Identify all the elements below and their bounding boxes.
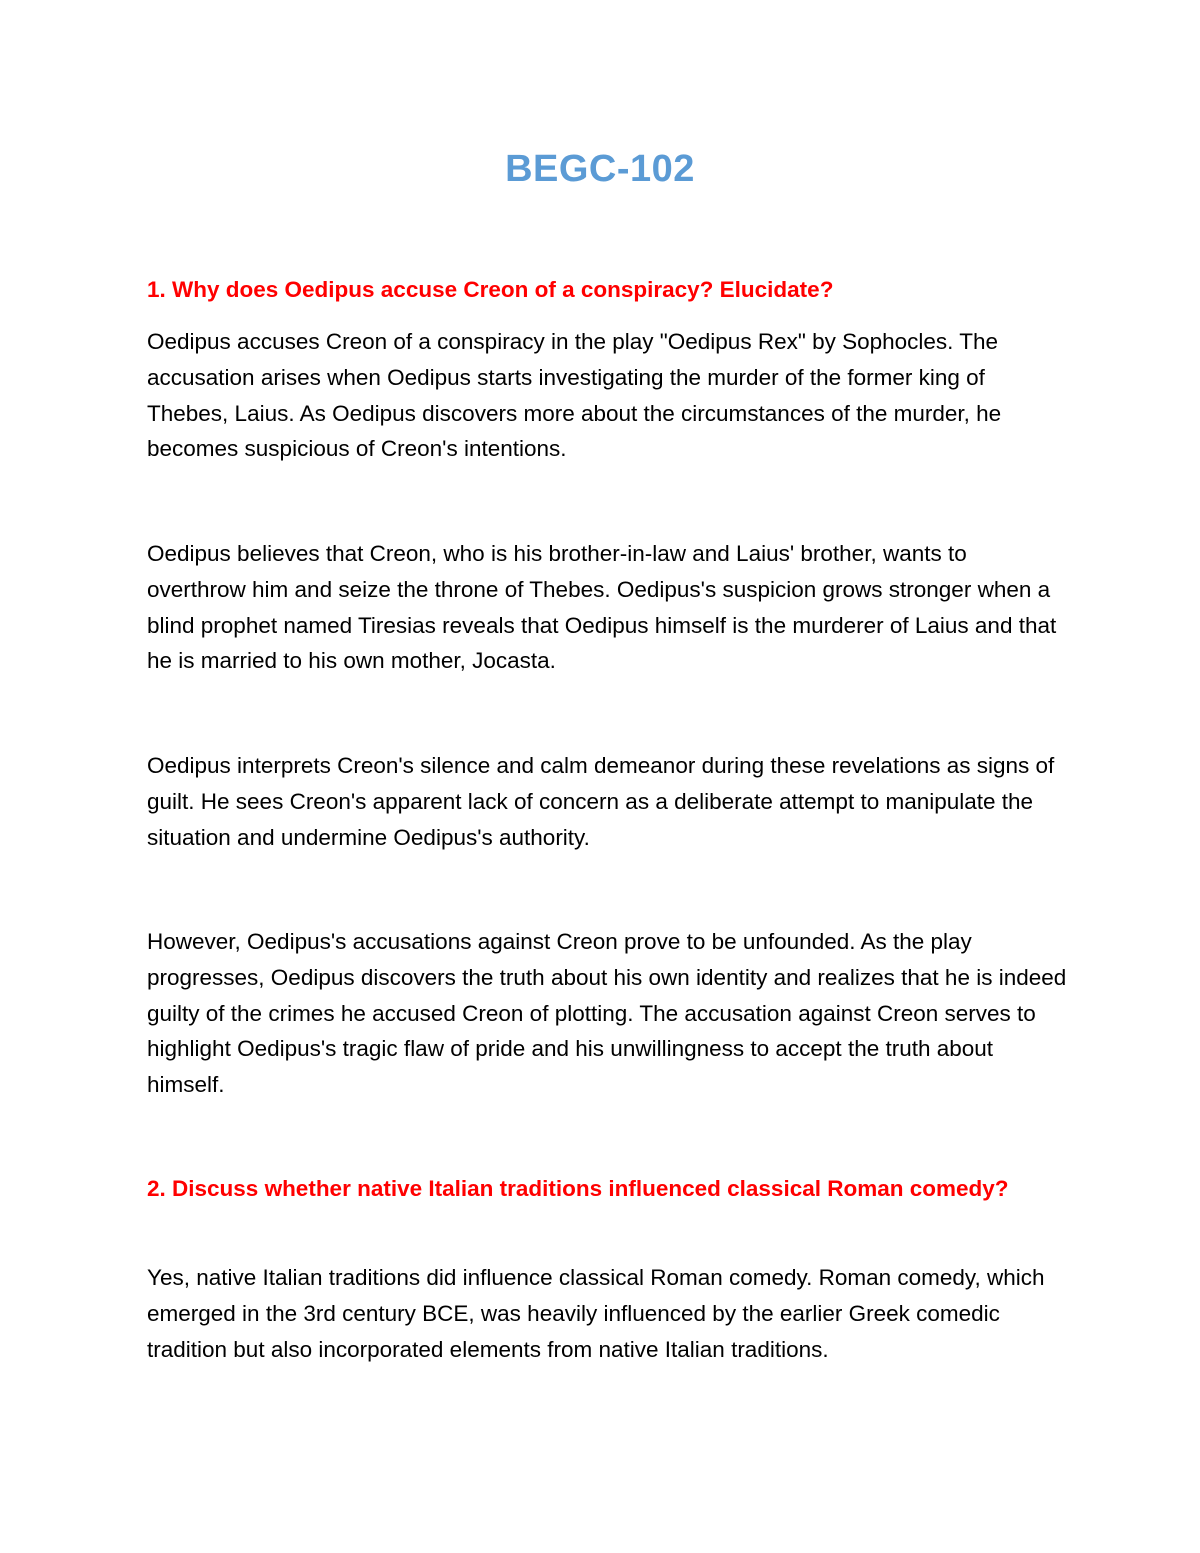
question-1-heading: 1. Why does Oedipus accuse Creon of a conspiracy? Elucidate? (147, 277, 834, 302)
answer-1-paragraph-3: Oedipus interprets Creon's silence and calm demeanor during these revelations as signs of guilt. He sees Creon's apparent lack of concern as a deliberate attempt to manipulate the situation and undermine Oedipus's authority. (147, 753, 1055, 850)
answer-1-paragraph-4: However, Oedipus's accusations against Creon prove to be unfounded. As the play progresses, Oedipus discovers the truth about his own identity and realizes that he is indeed guilty of the crimes he accused Creon of plotting. The accusation against Creon serves to highlight Oedipus's tragic flaw of pride and his unwillingness to accept the truth about himself. (147, 929, 1067, 1098)
question-2-heading: 2. Discuss whether native Italian traditions influenced classical Roman comedy? (147, 1176, 1009, 1201)
answer-2-paragraph-1: Yes, native Italian traditions did influence classical Roman comedy. Roman comedy, which emerged in the 3rd century BCE, was heavily influenced by the earlier Greek comedic tradition but also incorporated elements from native Italian traditions. (147, 1265, 1045, 1362)
answer-1-paragraph-1: Oedipus accuses Creon of a conspiracy in the play "Oedipus Rex" by Sophocles. The accusation arises when Oedipus starts investigating the murder of the former king of Thebes, Laius. As Oedipus discovers more about the circumstances of the murder, he becomes suspicious of Creon's intentions. (147, 329, 1002, 462)
document-title: BEGC-102 (505, 148, 695, 190)
answer-1-paragraph-2: Oedipus believes that Creon, who is his brother-in-law and Laius' brother, wants to overthrow him and seize the throne of Thebes. Oedipus's suspicion grows stronger when a blind prophet named Tiresias reveals that Oedipus himself is the murderer of Laius and that he is married to his own mother, Jocasta. (147, 541, 1057, 674)
